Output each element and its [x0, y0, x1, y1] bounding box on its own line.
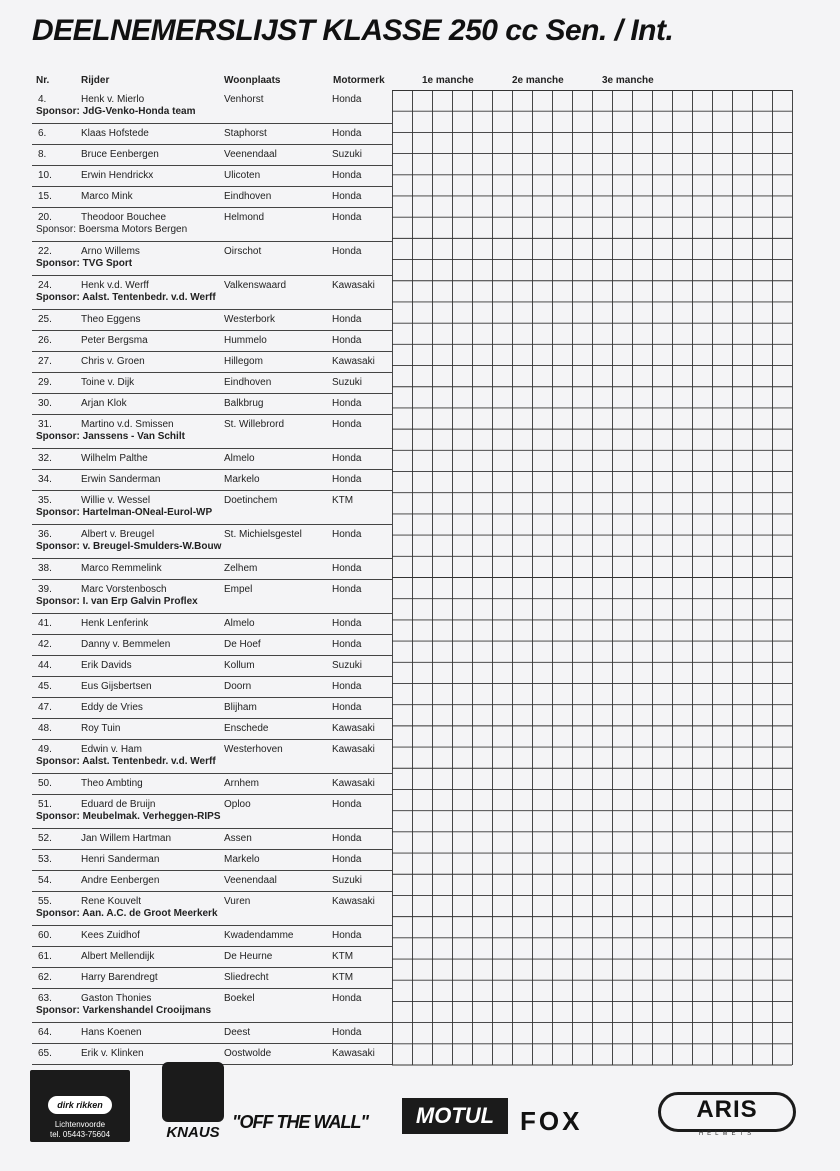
rider-town: Boekel: [224, 993, 255, 1004]
rider-name: Andre Eenbergen: [81, 875, 160, 886]
rider-number: 45.: [38, 681, 52, 692]
list-item: [32, 635, 392, 656]
list-item: [32, 926, 392, 947]
rider-number: 8.: [38, 149, 47, 160]
sponsor-logos: [30, 1062, 820, 1152]
rider-brand: Kawasaki: [332, 896, 375, 907]
header-nr: Nr.: [36, 75, 50, 86]
rider-name: Marco Remmelink: [81, 563, 162, 574]
list-item: [32, 947, 392, 968]
list-item: [32, 829, 392, 850]
rider-town: De Hoef: [224, 639, 261, 650]
rider-brand: Kawasaki: [332, 744, 375, 755]
rider-brand: Suzuki: [332, 377, 363, 388]
rider-town: Balkbrug: [224, 398, 264, 409]
rider-brand: Honda: [332, 128, 362, 139]
rider-name: Klaas Hofstede: [81, 128, 149, 139]
rider-name: Marco Mink: [81, 191, 133, 202]
rider-number: 44.: [38, 660, 52, 671]
rider-brand: Honda: [332, 584, 362, 595]
rider-name: Henk v. Mierlo: [81, 94, 145, 105]
rider-number: 49.: [38, 744, 52, 755]
rider-name: Kees Zuidhof: [81, 930, 140, 941]
page-title: DEELNEMERSLIJST KLASSE 250 cc Sen. / Int.: [32, 14, 674, 47]
list-item: [32, 470, 392, 491]
rider-sponsor: Sponsor: Meubelmak. Verheggen-RIPS: [36, 811, 221, 822]
rider-sponsor: Sponsor: Aan. A.C. de Groot Meerkerk: [36, 908, 218, 919]
rider-brand: Honda: [332, 618, 362, 629]
list-item: [32, 415, 392, 449]
rider-town: Staphorst: [224, 128, 267, 139]
list-item: [32, 166, 392, 187]
rider-number: 47.: [38, 702, 52, 713]
rider-number: 36.: [38, 529, 52, 540]
list-item: [32, 394, 392, 415]
rider-brand: Honda: [332, 1027, 362, 1038]
rider-name: Arjan Klok: [81, 398, 127, 409]
rider-number: 51.: [38, 799, 52, 810]
list-item: [32, 491, 392, 525]
rider-brand: Honda: [332, 335, 362, 346]
rider-number: 15.: [38, 191, 52, 202]
rider-number: 26.: [38, 335, 52, 346]
rider-name: Harry Barendregt: [81, 972, 158, 983]
rider-town: Oploo: [224, 799, 251, 810]
rider-town: Vuren: [224, 896, 251, 907]
rider-number: 50.: [38, 778, 52, 789]
rider-sponsor: Sponsor: Aalst. Tentenbedr. v.d. Werff: [36, 756, 216, 767]
list-item: [32, 90, 392, 124]
rider-brand: Suzuki: [332, 149, 363, 160]
rider-number: 64.: [38, 1027, 52, 1038]
rider-number: 39.: [38, 584, 52, 595]
score-grid: [392, 90, 798, 1067]
knaus-logo: [158, 1062, 228, 1142]
rider-brand: Kawasaki: [332, 723, 375, 734]
rider-name: Henri Sanderman: [81, 854, 160, 865]
rider-brand: Kawasaki: [332, 280, 375, 291]
list-item: [32, 187, 392, 208]
rider-town: St. Michielsgestel: [224, 529, 302, 540]
rider-town: Westerbork: [224, 314, 275, 325]
rider-number: 48.: [38, 723, 52, 734]
rider-town: Enschede: [224, 723, 269, 734]
rider-town: De Heurne: [224, 951, 273, 962]
rider-number: 52.: [38, 833, 52, 844]
list-item: [32, 208, 392, 242]
rider-name: Henk Lenferink: [81, 618, 149, 629]
rider-town: Venhorst: [224, 94, 264, 105]
rider-sponsor: Sponsor: I. van Erp Galvin Proflex: [36, 596, 198, 607]
rider-town: Almelo: [224, 453, 255, 464]
list-item: [32, 525, 392, 559]
rider-brand: Honda: [332, 170, 362, 181]
rider-name: Edwin v. Ham: [81, 744, 142, 755]
list-item: [32, 892, 392, 926]
rider-name: Henk v.d. Werff: [81, 280, 149, 291]
rider-name: Danny v. Bemmelen: [81, 639, 171, 650]
rider-name: Bruce Eenbergen: [81, 149, 159, 160]
rider-brand: Honda: [332, 993, 362, 1004]
rider-number: 55.: [38, 896, 52, 907]
list-item: [32, 850, 392, 871]
dirk-rikken-name: dirk rikken: [48, 1096, 112, 1114]
rider-town: Arnhem: [224, 778, 260, 789]
rider-number: 6.: [38, 128, 47, 139]
list-item: [32, 795, 392, 829]
rider-town: Markelo: [224, 854, 260, 865]
rider-number: 38.: [38, 563, 52, 574]
rider-number: 20.: [38, 212, 52, 223]
rider-name: Roy Tuin: [81, 723, 121, 734]
dirk-rikken-logo: [30, 1070, 130, 1142]
rider-town: Sliedrecht: [224, 972, 269, 983]
rider-number: 63.: [38, 993, 52, 1004]
knaus-mark-icon: [162, 1062, 224, 1122]
rider-sponsor: Sponsor: TVG Sport: [36, 258, 133, 269]
rider-number: 34.: [38, 474, 52, 485]
list-item: [32, 331, 392, 352]
rider-name: Rene Kouvelt: [81, 896, 142, 907]
rider-number: 31.: [38, 419, 52, 430]
rider-town: Veenendaal: [224, 875, 277, 886]
rider-brand: Honda: [332, 94, 362, 105]
rider-town: Kwadendamme: [224, 930, 294, 941]
rider-number: 30.: [38, 398, 52, 409]
rider-brand: Honda: [332, 419, 362, 430]
rider-brand: Honda: [332, 212, 362, 223]
rider-number: 41.: [38, 618, 52, 629]
rider-brand: Kawasaki: [332, 1048, 375, 1059]
dirk-rikken-tel: tel. 05443-75604: [49, 1130, 111, 1139]
rider-brand: Honda: [332, 930, 362, 941]
rider-name: Erwin Hendrickx: [81, 170, 154, 181]
rider-name: Arno Willems: [81, 246, 140, 257]
rider-town: Doorn: [224, 681, 252, 692]
rider-number: 54.: [38, 875, 52, 886]
rider-brand: Kawasaki: [332, 356, 375, 367]
rider-number: 22.: [38, 246, 52, 257]
rider-name: Marc Vorstenbosch: [81, 584, 167, 595]
rider-brand: KTM: [332, 495, 354, 506]
rider-brand: KTM: [332, 951, 354, 962]
rider-town: Veenendaal: [224, 149, 277, 160]
rider-brand: Suzuki: [332, 875, 363, 886]
rider-name: Albert v. Breugel: [81, 529, 155, 540]
rider-number: 35.: [38, 495, 52, 506]
rider-brand: Suzuki: [332, 660, 363, 671]
list-item: [32, 719, 392, 740]
rider-name: Eddy de Vries: [81, 702, 143, 713]
rider-number: 10.: [38, 170, 52, 181]
rider-name: Willie v. Wessel: [81, 495, 151, 506]
rider-name: Erik v. Klinken: [81, 1048, 144, 1059]
rider-brand: Honda: [332, 639, 362, 650]
rider-town: Eindhoven: [224, 377, 272, 388]
rider-name: Peter Bergsma: [81, 335, 148, 346]
header-manche-2: 2e manche: [512, 75, 564, 86]
rider-name: Albert Mellendijk: [81, 951, 155, 962]
list-item: [32, 352, 392, 373]
header-rijder: Rijder: [81, 75, 110, 86]
rider-number: 29.: [38, 377, 52, 388]
rider-brand: Honda: [332, 799, 362, 810]
rider-name: Theo Ambting: [81, 778, 143, 789]
rider-town: Deest: [224, 1027, 251, 1038]
rider-name: Erwin Sanderman: [81, 474, 161, 485]
rider-name: Gaston Thonies: [81, 993, 152, 1004]
rider-number: 24.: [38, 280, 52, 291]
rider-number: 25.: [38, 314, 52, 325]
rider-town: Oirschot: [224, 246, 262, 257]
rider-brand: Kawasaki: [332, 778, 375, 789]
list-item: [32, 989, 392, 1023]
rider-name: Hans Koenen: [81, 1027, 142, 1038]
rider-name: Eduard de Bruijn: [81, 799, 156, 810]
rider-sponsor: Sponsor: Janssens - Van Schilt: [36, 431, 185, 442]
rider-name: Theo Eggens: [81, 314, 141, 325]
rider-brand: Honda: [332, 563, 362, 574]
rider-town: Zelhem: [224, 563, 258, 574]
list-item: [32, 656, 392, 677]
rider-brand: Honda: [332, 398, 362, 409]
list-item: [32, 740, 392, 774]
rider-sponsor: Sponsor: v. Breugel-Smulders-W.Bouw: [36, 541, 222, 552]
list-item: [32, 145, 392, 166]
rider-brand: Honda: [332, 453, 362, 464]
rider-brand: Honda: [332, 681, 362, 692]
rider-brand: Honda: [332, 314, 362, 325]
rider-brand: Honda: [332, 474, 362, 485]
rider-town: Almelo: [224, 618, 255, 629]
header-woonplaats: Woonplaats: [224, 75, 281, 86]
list-item: [32, 614, 392, 635]
list-item: [32, 124, 392, 145]
rider-brand: Honda: [332, 529, 362, 540]
rider-name: Theodoor Bouchee: [81, 212, 167, 223]
rider-number: 61.: [38, 951, 52, 962]
rider-town: Westerhoven: [224, 744, 283, 755]
fox-logo: FOX: [520, 1106, 583, 1136]
rider-town: Assen: [224, 833, 252, 844]
rider-sponsor: Sponsor: Boersma Motors Bergen: [36, 224, 188, 235]
rider-town: St. Willebrord: [224, 419, 285, 430]
rider-town: Oostwolde: [224, 1048, 272, 1059]
list-item: [32, 559, 392, 580]
list-item: [32, 774, 392, 795]
rider-name: Chris v. Groen: [81, 356, 145, 367]
rider-number: 62.: [38, 972, 52, 983]
dirk-rikken-place: Lichtenvoorde: [54, 1120, 106, 1129]
rider-town: Eindhoven: [224, 191, 272, 202]
rider-brand: KTM: [332, 972, 354, 983]
aris-logo: [658, 1092, 796, 1137]
list-item: [32, 968, 392, 989]
rider-number: 4.: [38, 94, 47, 105]
knaus-text: KNAUS: [166, 1124, 220, 1141]
rider-brand: Honda: [332, 702, 362, 713]
rider-town: Helmond: [224, 212, 265, 223]
list-item: [32, 1023, 392, 1044]
list-item: [32, 242, 392, 276]
list-item: [32, 310, 392, 331]
header-manche-3: 3e manche: [602, 75, 654, 86]
rider-number: 65.: [38, 1048, 52, 1059]
rider-brand: Honda: [332, 246, 362, 257]
rider-name: Wilhelm Palthe: [81, 453, 148, 464]
participant-list: [32, 90, 392, 1065]
rider-town: Doetinchem: [224, 495, 278, 506]
motul-logo: MOTUL: [402, 1098, 508, 1134]
aris-text: ARIS: [696, 1096, 758, 1123]
rider-number: 32.: [38, 453, 52, 464]
rider-name: Erik Davids: [81, 660, 132, 671]
rider-town: Hummelo: [224, 335, 267, 346]
rider-town: Ulicoten: [224, 170, 261, 181]
rider-sponsor: Sponsor: Varkenshandel Crooijmans: [36, 1005, 212, 1016]
rider-sponsor: Sponsor: JdG-Venko-Honda team: [36, 106, 196, 117]
list-item: [32, 276, 392, 310]
list-item: [32, 871, 392, 892]
list-item: [32, 698, 392, 719]
rider-town: Hillegom: [224, 356, 263, 367]
aris-subtext: HELMETS: [698, 1131, 756, 1137]
rider-town: Valkenswaard: [224, 280, 287, 291]
rider-name: Jan Willem Hartman: [81, 833, 172, 844]
header-manche-1: 1e manche: [422, 75, 474, 86]
rider-sponsor: Sponsor: Hartelman-ONeal-Eurol-WP: [36, 507, 213, 518]
header-motormerk: Motormerk: [333, 75, 385, 86]
rider-number: 53.: [38, 854, 52, 865]
rider-name: Martino v.d. Smissen: [81, 419, 174, 430]
rider-brand: Honda: [332, 191, 362, 202]
rider-town: Empel: [224, 584, 253, 595]
rider-brand: Honda: [332, 833, 362, 844]
off-the-wall-logo: "OFF THE WALL": [232, 1112, 369, 1132]
list-item: [32, 373, 392, 394]
rider-number: 27.: [38, 356, 52, 367]
rider-name: Eus Gijsbertsen: [81, 681, 152, 692]
rider-number: 60.: [38, 930, 52, 941]
list-item: [32, 677, 392, 698]
list-item: [32, 580, 392, 614]
rider-brand: Honda: [332, 854, 362, 865]
list-item: [32, 449, 392, 470]
rider-town: Kollum: [224, 660, 255, 671]
rider-sponsor: Sponsor: Aalst. Tentenbedr. v.d. Werff: [36, 292, 216, 303]
rider-town: Markelo: [224, 474, 260, 485]
rider-town: Blijham: [224, 702, 257, 713]
rider-number: 42.: [38, 639, 52, 650]
rider-name: Toine v. Dijk: [81, 377, 135, 388]
